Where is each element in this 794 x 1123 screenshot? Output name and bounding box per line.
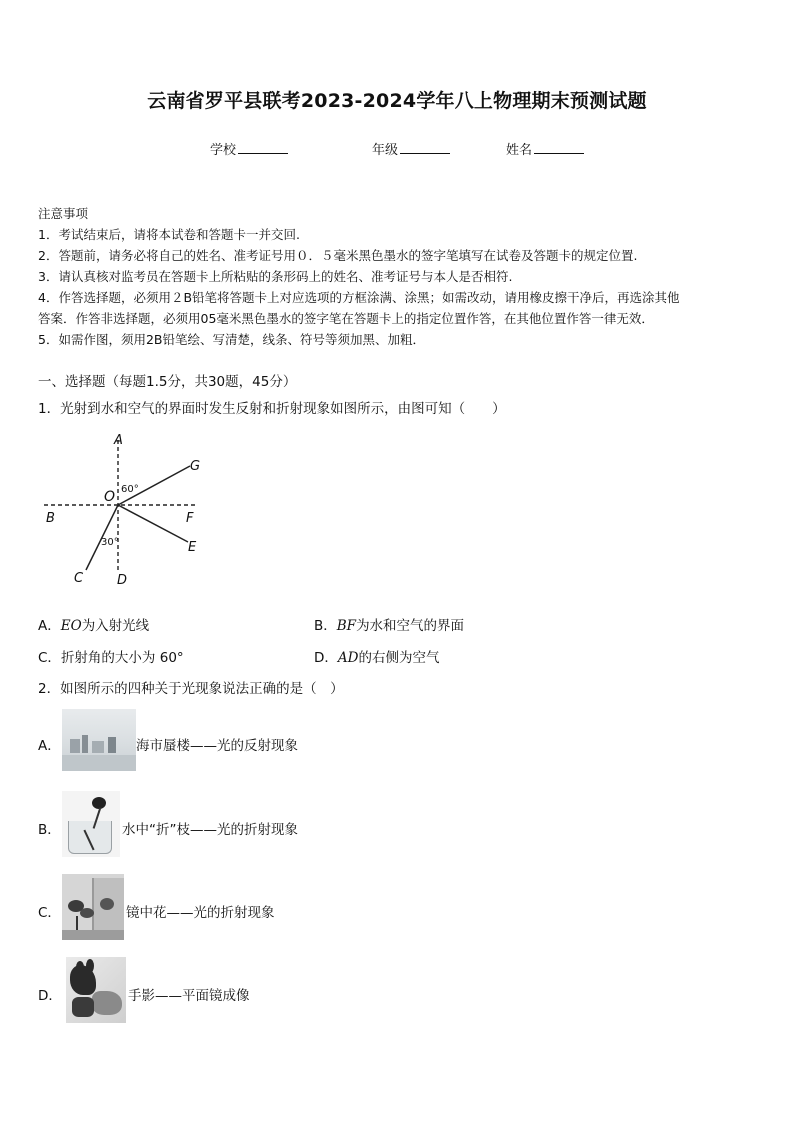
q1-option-b[interactable]: B．BF为水和空气的界面 xyxy=(314,618,465,634)
q2-option-a-text[interactable]: 海市蜃楼——光的反射现象 xyxy=(136,738,298,754)
school-blank xyxy=(238,141,288,154)
mirage-image xyxy=(62,709,136,771)
label-e: E xyxy=(188,540,197,555)
grade-label: 年级 xyxy=(372,143,399,158)
q2-option-b-text[interactable]: 水中“折”枝——光的折射现象 xyxy=(122,822,298,838)
school-label: 学校 xyxy=(210,143,237,158)
grade-blank xyxy=(400,141,450,154)
note-item: 3．请认真核对监考员在答题卡上所粘贴的条形码上的姓名、准考证号与本人是否相符. xyxy=(38,269,513,284)
note-item: 1．考试结束后，请将本试卷和答题卡一并交回. xyxy=(38,227,300,242)
note-item: 4．作答选择题，必须用２B铅笔将答题卡上对应选项的方框涂满、涂黑；如需改动，请用橡皮擦干净后，再选涂其他 xyxy=(38,290,680,305)
note-item: 5．如需作图，须用2B铅笔绘、写清楚，线条、符号等须加黑、加粗． xyxy=(38,332,425,347)
section-heading: 一、选择题（每题1.5分，共30题，45分） xyxy=(38,374,297,390)
hand-shadow-image xyxy=(66,957,126,1023)
label-b: B xyxy=(46,511,55,526)
reflection-refraction-diagram xyxy=(40,430,220,590)
q1-option-d[interactable]: D．AD的右侧为空气 xyxy=(314,650,440,666)
note-item: 2．答题前，请务必将自己的姓名、准考证号用０．５毫米黑色墨水的签字笔填写在试卷及答题卡的规定位置. xyxy=(38,248,638,263)
label-c: C xyxy=(74,571,84,586)
mirror-flower-image xyxy=(62,874,124,940)
q2-option-b-letter[interactable]: B． xyxy=(38,822,61,838)
question-2-stem: 2．如图所示的四种关于光现象说法正确的是（ ） xyxy=(38,681,344,697)
q2-option-c-text[interactable]: 镜中花——光的折射现象 xyxy=(126,905,275,921)
q2-option-d-text[interactable]: 手影——平面镜成像 xyxy=(128,988,250,1004)
q1-option-c[interactable]: C．折射角的大小为 60° xyxy=(38,650,184,666)
label-o: O xyxy=(104,489,116,505)
q2-option-d-letter[interactable]: D． xyxy=(38,988,62,1004)
name-label: 姓名 xyxy=(506,143,533,158)
question-1-stem: 1．光射到水和空气的界面时发生反射和折射现象如图所示，由图可知（ ） xyxy=(38,401,506,417)
paper-title: 云南省罗平县联考2023-2024学年八上物理期末预测试题 xyxy=(147,90,647,112)
name-field xyxy=(506,139,584,158)
label-g: G xyxy=(190,459,201,474)
label-d: D xyxy=(117,573,128,588)
angle-60-label: 60° xyxy=(121,484,139,495)
grade-field xyxy=(372,139,450,158)
q1-option-a[interactable]: A．EO为入射光线 xyxy=(38,618,150,634)
notes-heading: 注意事项 xyxy=(38,206,89,221)
angle-30-label: 30° xyxy=(101,537,119,548)
bent-stem-image xyxy=(62,791,120,857)
school-field xyxy=(210,139,288,158)
name-blank xyxy=(534,141,584,154)
label-f: F xyxy=(186,511,194,526)
label-a: A xyxy=(114,433,123,448)
note-item: 答案．作答非选择题，必须用05毫米黑色墨水的签字笔在答题卡上的指定位置作答，在其他位置作答一律无效． xyxy=(38,311,654,326)
q2-option-c-letter[interactable]: C． xyxy=(38,905,61,921)
ray-oe xyxy=(118,505,188,542)
q2-option-a-letter[interactable]: A． xyxy=(38,738,61,754)
